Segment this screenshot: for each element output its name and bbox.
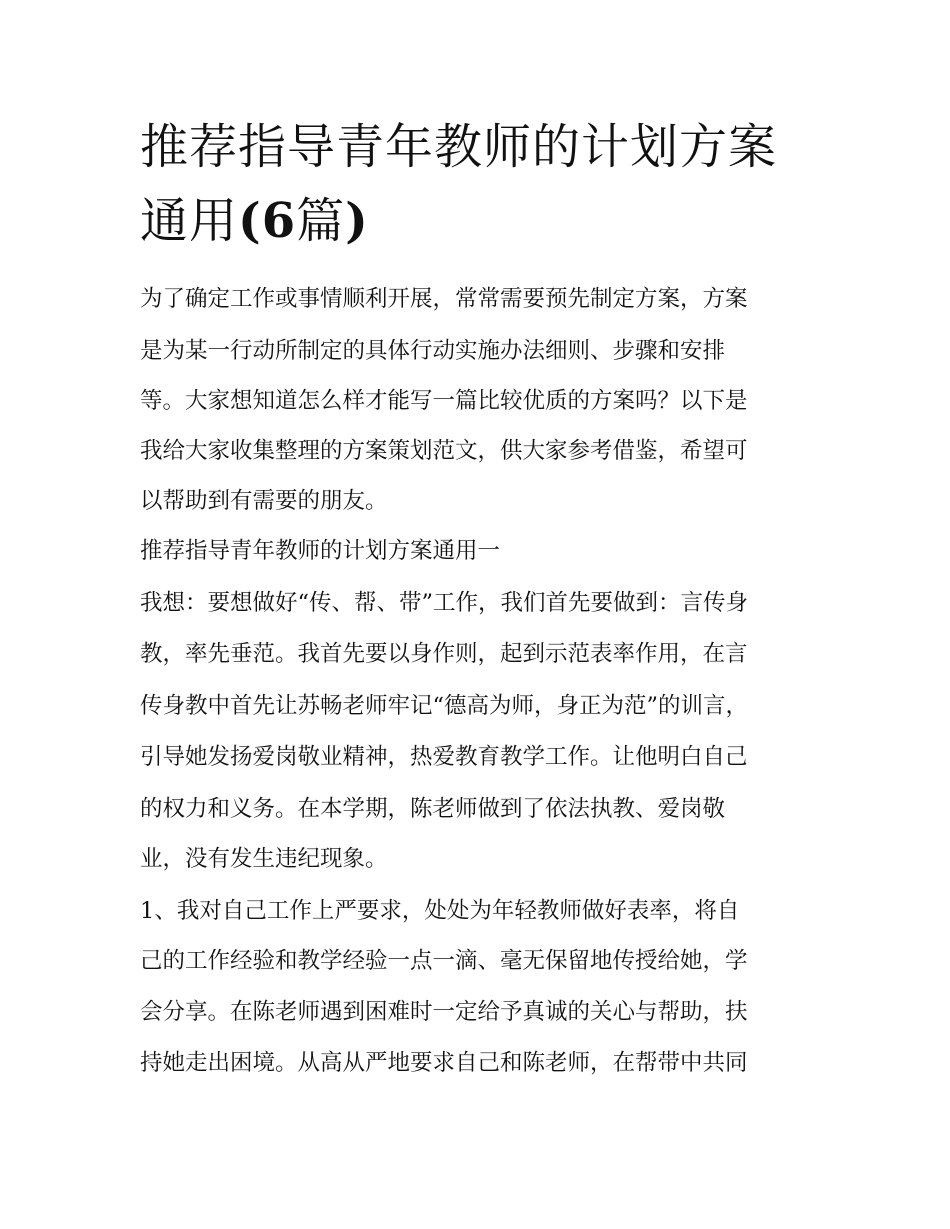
body-line: 业，没有发生违纪现象。 (140, 846, 388, 872)
body-line: 的权力和义务。在本学期，陈老师做到了依法执教、爱岗敬 (140, 796, 726, 822)
body-line: 以帮助到有需要的朋友。 (140, 488, 388, 514)
body-line: 己的工作经验和教学经验一点一滴、毫无保留地传授给她，学 (140, 948, 748, 974)
title-text-1: 推荐指导青年教师的计划方案 (140, 119, 778, 175)
body-line: 传身教中首先让苏畅老师牢记“德高为师，身正为范”的训言， (140, 693, 749, 719)
title-text-2c: 篇 (296, 193, 346, 249)
body-line: 为了确定工作或事情顺利开展，常常需要预先制定方案，方案 (140, 286, 748, 312)
title-text-2b: (6 (238, 193, 297, 249)
title-text-2a: 通用 (140, 193, 239, 249)
body-line: 会分享。在陈老师遇到困难时一定给予真诚的关心与帮助，扶 (140, 999, 748, 1025)
body-line: 教，率先垂范。我首先要以身作则，起到示范表率作用，在言 (140, 641, 748, 667)
section-heading: 推荐指导青年教师的计划方案通用一 (140, 538, 501, 564)
body-line: 是为某一行动所制定的具体行动实施办法细则、步骤和安排 (140, 338, 726, 364)
body-line: 引导她发扬爱岗敬业精神，热爱教育教学工作。让他明白自己 (140, 744, 748, 770)
body-line: 1、我对自己工作上严要求，处处为年轻教师做好表率，将自 (140, 898, 740, 924)
body-line: 等。大家想知道怎么样才能写一篇比较优质的方案吗？以下是 (140, 388, 748, 414)
document-title-line-1 (140, 110, 820, 184)
body-line: 持她走出困境。从高从严地要求自己和陈老师，在帮带中共同 (140, 1050, 748, 1076)
title-text-2d: ) (345, 193, 369, 249)
document-title-line-2 (140, 184, 820, 258)
body-line: 我给大家收集整理的方案策划范文，供大家参考借鉴，希望可 (140, 438, 748, 464)
body-line: 我想：要想做好“传、帮、带”工作，我们首先要做到：言传身 (140, 590, 749, 616)
